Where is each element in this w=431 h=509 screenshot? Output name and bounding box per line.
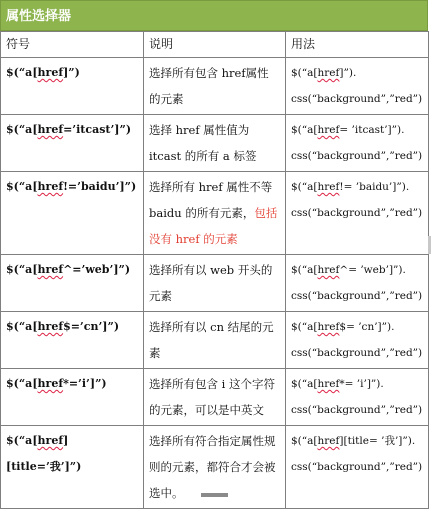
symbol-cell <box>1 426 144 509</box>
description-text: 选择所有以 web 开头的元素 <box>149 263 273 303</box>
usage-css-call: css(“background”,”red”) <box>291 461 423 473</box>
symbol-text: $(“a[ <box>6 320 38 333</box>
usage-css-call: css(“background”,”red”) <box>291 347 423 359</box>
usage-attr: href <box>317 181 340 193</box>
header-symbol: 符号 <box>1 32 144 58</box>
symbol-text-end: *=’i’]”) <box>63 377 107 390</box>
usage-text: $(“a[ <box>291 321 318 333</box>
description-cell <box>144 312 286 369</box>
description-cell <box>144 172 286 255</box>
usage-attr: href <box>317 264 340 276</box>
symbol-attr: href <box>37 320 64 333</box>
symbol-text-end: =’itcast’]”) <box>63 123 132 136</box>
header-usage: 用法 <box>286 32 429 58</box>
usage-css-call: css(“background”,”red”) <box>291 404 423 416</box>
usage-text-end: ]”). <box>339 67 357 79</box>
table-row <box>1 58 429 115</box>
usage-cell <box>286 255 429 312</box>
table-row <box>1 115 429 172</box>
table-row <box>1 369 429 426</box>
symbol-cell <box>1 58 144 115</box>
symbol-text: $(“a[ <box>6 123 38 136</box>
symbol-text: $(“a[ <box>6 263 38 276</box>
description-note: 包括没有 href 的元素 <box>149 206 278 246</box>
usage-css-call: css(“background”,”red”) <box>291 93 423 105</box>
symbol-attr: href <box>37 434 64 447</box>
table-row <box>1 255 429 312</box>
usage-cell <box>286 369 429 426</box>
selector-table <box>0 31 429 509</box>
usage-text: $(“a[ <box>291 264 318 276</box>
usage-text-end: *= ’i’]”). <box>339 378 384 390</box>
usage-cell <box>286 115 429 172</box>
symbol-text: $(“a[ <box>6 66 38 79</box>
symbol-text-end: !=’baidu’]”) <box>63 180 137 193</box>
description-text: 选择所有包含 href属性的元素 <box>149 66 269 106</box>
symbol-text: $(“a[ <box>6 180 38 193</box>
description-text: 选择所有包含 i 这个字符的元素，可以是中英文 <box>149 377 275 417</box>
symbol-text-end: $=’cn’]”) <box>63 320 120 333</box>
table-title: 属性选择器 <box>0 0 428 31</box>
usage-text: $(“a[ <box>291 67 318 79</box>
table-row <box>1 172 429 255</box>
usage-css-call: css(“background”,”red”) <box>291 207 423 219</box>
description-cell <box>144 58 286 115</box>
usage-cell <box>286 312 429 369</box>
symbol-attr: href <box>37 263 64 276</box>
symbol-attr: href <box>37 123 64 136</box>
symbol-attr: href <box>37 180 64 193</box>
usage-text: $(“a[ <box>291 124 318 136</box>
symbol-attr: href <box>37 66 64 79</box>
usage-text: $(“a[ <box>291 181 318 193</box>
symbol-text: $(“a[ <box>6 434 38 447</box>
usage-attr: href <box>317 378 340 390</box>
usage-text: $(“a[ <box>291 435 318 447</box>
usage-attr: href <box>317 124 340 136</box>
symbol-cell <box>1 369 144 426</box>
usage-attr: href <box>317 321 340 333</box>
usage-css-call: css(“background”,”red”) <box>291 150 423 162</box>
table-row <box>1 312 429 369</box>
symbol-cell <box>1 255 144 312</box>
usage-cell <box>286 426 429 509</box>
usage-attr: href <box>317 435 340 447</box>
usage-text-end: $= ’cn’]”). <box>339 321 395 333</box>
usage-text: $(“a[ <box>291 378 318 390</box>
symbol-text: $(“a[ <box>6 377 38 390</box>
symbol-text-end: ][title=’我’]”) <box>6 434 82 473</box>
usage-css-call: css(“background”,”red”) <box>291 290 423 302</box>
description-text: 选择所有符合指定属性规则的元素，都符合才会被选中。 <box>149 434 276 500</box>
usage-text-end: ^= ’web’]”). <box>339 264 406 276</box>
header-description: 说明 <box>144 32 286 58</box>
symbol-cell <box>1 115 144 172</box>
usage-text-end: ][title= ’我’]”). <box>339 435 416 447</box>
description-text: 选择所有以 cn 结尾的元素 <box>149 320 274 360</box>
symbol-cell <box>1 312 144 369</box>
description-cell <box>144 115 286 172</box>
description-text: 选择 href 属性值为 itcast 的所有 a 标签 <box>149 123 257 163</box>
symbol-attr: href <box>37 377 64 390</box>
usage-attr: href <box>317 67 340 79</box>
usage-cell <box>286 58 429 115</box>
symbol-text-end: ^=’web’]”) <box>63 263 131 276</box>
symbol-text-end: ]”) <box>63 66 80 79</box>
table-header-row <box>1 32 429 58</box>
description-cell <box>144 255 286 312</box>
usage-text-end: = ’itcast’]”). <box>339 124 405 136</box>
symbol-cell <box>1 172 144 255</box>
description-cell <box>144 369 286 426</box>
usage-cell <box>286 172 429 255</box>
usage-text-end: != ’baidu’]”). <box>339 181 410 193</box>
description-text: 选择所有 href 属性不等 baidu 的所有元素， <box>149 180 273 220</box>
bottom-edge-mark <box>201 493 228 497</box>
